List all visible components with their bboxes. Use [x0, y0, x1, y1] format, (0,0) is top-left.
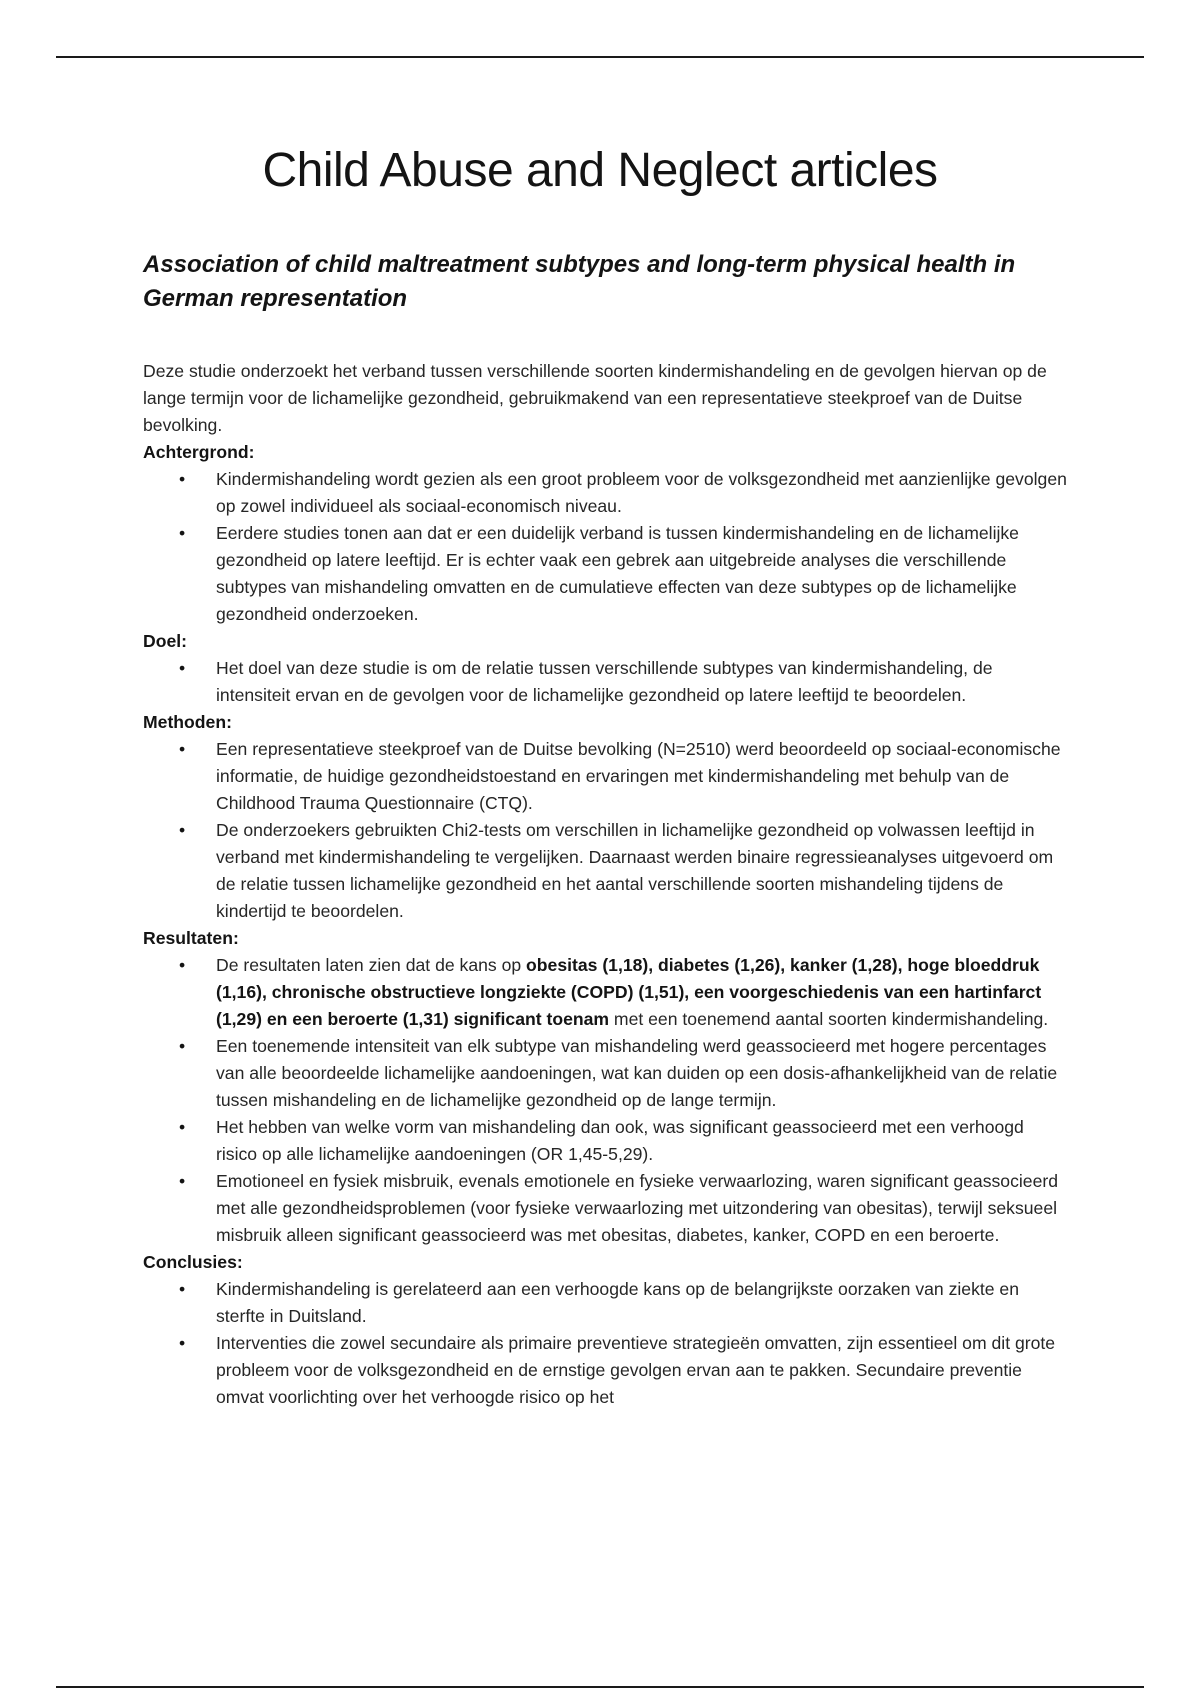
- list-item: [216, 952, 1068, 1033]
- article-title: Association of child maltreatment subtypes and long-term physical health in German representation: [143, 251, 1016, 312]
- section-heading-conclusies: Conclusies:: [143, 1252, 243, 1272]
- conclusies-list: [143, 1276, 1068, 1411]
- document-title: Child Abuse and Neglect articles: [262, 144, 938, 197]
- section-heading-doel: Doel:: [143, 631, 187, 651]
- list-item: • Een toenemende intensiteit van elk subtype van mishandeling werd geassocieerd met hogere percentages van alle beoordeelde lichamelijke aandoeningen, wat kan duiden op een dosis-afhankelijkheid van de relatie tussen mishandeling en de lichamelijke gezondheid op de lange termijn.: [216, 1033, 1068, 1114]
- list-item: • Het hebben van welke vorm van mishandeling dan ook, was significant geassocieerd met een verhoogd risico op alle lichamelijke aandoeningen (OR 1,45-5,29).: [216, 1114, 1068, 1168]
- list-item: • Een representatieve steekproef van de Duitse bevolking (N=2510) werd beoordeeld op sociaal-economische informatie, de huidige gezondheidstoestand en ervaringen met kindermishandeling met behulp van de Childhood Trauma Questionnaire (CTQ).: [216, 736, 1068, 817]
- top-rule: [56, 56, 1144, 58]
- list-item: • Kindermishandeling wordt gezien als een groot probleem voor de volksgezondheid met aanzienlijke gevolgen op zowel individueel als sociaal-economisch niveau.: [216, 466, 1068, 520]
- achtergrond-list: [143, 466, 1068, 628]
- list-item: • Het doel van deze studie is om de relatie tussen verschillende subtypes van kindermishandeling, de intensiteit ervan en de gevolgen voor de lichamelijke gezondheid op latere leeftijd te beoordelen.: [216, 655, 1068, 709]
- section-heading-achtergrond: Achtergrond:: [143, 442, 255, 462]
- section-heading-resultaten: Resultaten:: [143, 928, 239, 948]
- bottom-rule: [56, 1686, 1144, 1688]
- section-heading-methoden: Methoden:: [143, 712, 232, 732]
- list-item: • Kindermishandeling is gerelateerd aan een verhoogde kans op de belangrijkste oorzaken van ziekte en sterfte in Duitsland.: [216, 1276, 1068, 1330]
- result-text-bold: obesitas (1,18), diabetes (1,26), kanker (1,28), hoge bloeddruk (1,16), chronische obstructieve longziekte (COPD) (1,51), een voorgeschiedenis van een hartinfarct (1,29) en een beroerte (1,31) significant toenam: [216, 955, 1042, 1029]
- methoden-list: [143, 736, 1068, 925]
- list-item: • Interventies die zowel secundaire als primaire preventieve strategieën omvatten, zijn essentieel om dit grote probleem voor de volksgezondheid en de ernstige gevolgen ervan aan te pakken. Secundaire preventie omvat voorlichting over het verhoogde risico op het: [216, 1330, 1068, 1411]
- list-item: • Eerdere studies tonen aan dat er een duidelijk verband is tussen kindermishandeling en de lichamelijke gezondheid op latere leeftijd. Er is echter vaak een gebrek aan uitgebreide analyses die verschillende subtypes van mishandeling omvatten en de cumulatieve effecten van deze subtypes op de lichamelijke gezondheid onderzoeken.: [216, 520, 1068, 628]
- resultaten-list: [143, 952, 1068, 1249]
- list-item: • De onderzoekers gebruikten Chi2-tests om verschillen in lichamelijke gezondheid op volwassen leeftijd in verband met kindermishandeling te vergelijken. Daarnaast werden binaire regressieanalyses uitgevoerd om de relatie tussen lichamelijke gezondheid en het aantal verschillende soorten mishandeling tijdens de kindertijd te beoordelen.: [216, 817, 1068, 925]
- article-body: [143, 358, 1068, 1411]
- result-text-pre: De resultaten laten zien dat de kans op: [216, 955, 527, 975]
- intro-paragraph: Deze studie onderzoekt het verband tussen verschillende soorten kindermishandeling en de gevolgen hiervan op de lange termijn voor de lichamelijke gezondheid, gebruikmakend van een representatieve steekproef van de Duitse bevolking.: [143, 361, 1047, 435]
- doel-list: [143, 655, 1068, 709]
- list-item: • Emotioneel en fysiek misbruik, evenals emotionele en fysieke verwaarlozing, waren significant geassocieerd met alle gezondheidsproblemen (voor fysieke verwaarlozing met uitzondering van obesitas), terwijl seksueel misbruik alleen significant geassocieerd was met obesitas, diabetes, kanker, COPD en een beroerte.: [216, 1168, 1068, 1249]
- result-text-post: met een toenemend aantal soorten kindermishandeling.: [609, 1009, 1049, 1029]
